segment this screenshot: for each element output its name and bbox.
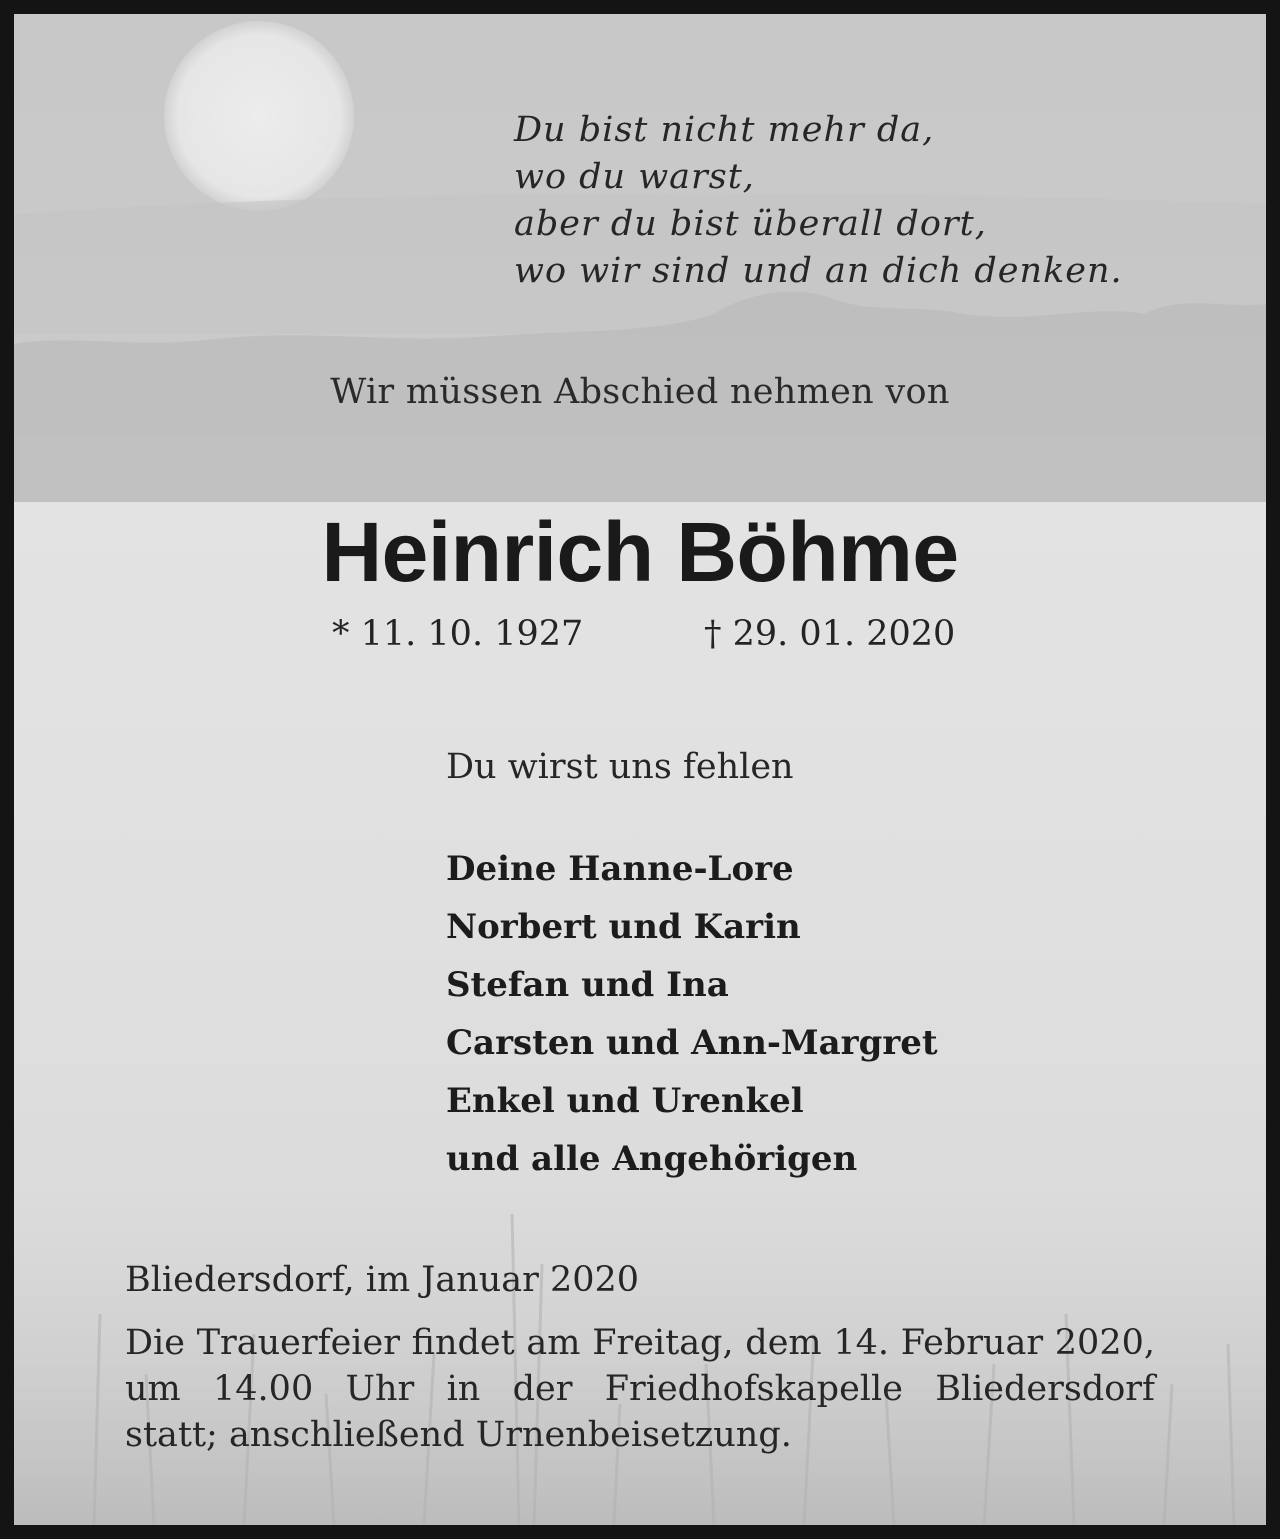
- poem-line: wo wir sind und an dich denken.: [514, 251, 1123, 291]
- poem-line: Du bist nicht mehr da,: [514, 110, 935, 150]
- farewell-text: Du wirst uns fehlen: [446, 747, 794, 787]
- funeral-service-info: [125, 1320, 1155, 1458]
- sun-shape: [164, 21, 354, 211]
- poem-line: aber du bist überall dort,: [514, 204, 987, 244]
- birth-date: * 11. 10. 1927: [332, 614, 584, 654]
- mourner-item: Norbert und Karin: [446, 907, 801, 947]
- service-line: statt; anschließend Urnenbeisetzung.: [125, 1415, 792, 1455]
- place-date: Bliedersdorf, im Januar 2020: [125, 1260, 640, 1300]
- intro-text: Wir müssen Abschied nehmen von: [330, 372, 950, 412]
- service-line: Die Trauerfeier findet am Freitag, dem 14. Februar 2020,: [125, 1323, 1155, 1363]
- poem-line: wo du warst,: [514, 157, 755, 197]
- mourner-item: Carsten und Ann-Margret: [446, 1023, 938, 1063]
- poem: [514, 107, 1123, 295]
- death-date: † 29. 01. 2020: [704, 614, 956, 654]
- deceased-name: Heinrich Böhme: [321, 505, 959, 599]
- mourner-item: Deine Hanne-Lore: [446, 849, 794, 889]
- mourner-item: Stefan und Ina: [446, 965, 729, 1005]
- mourners-list: [446, 840, 938, 1188]
- mourner-item: und alle Angehörigen: [446, 1139, 858, 1179]
- mourner-item: Enkel und Urenkel: [446, 1081, 804, 1121]
- service-line: um 14.00 Uhr in der Friedhofskapelle Bliedersdorf: [125, 1369, 1155, 1409]
